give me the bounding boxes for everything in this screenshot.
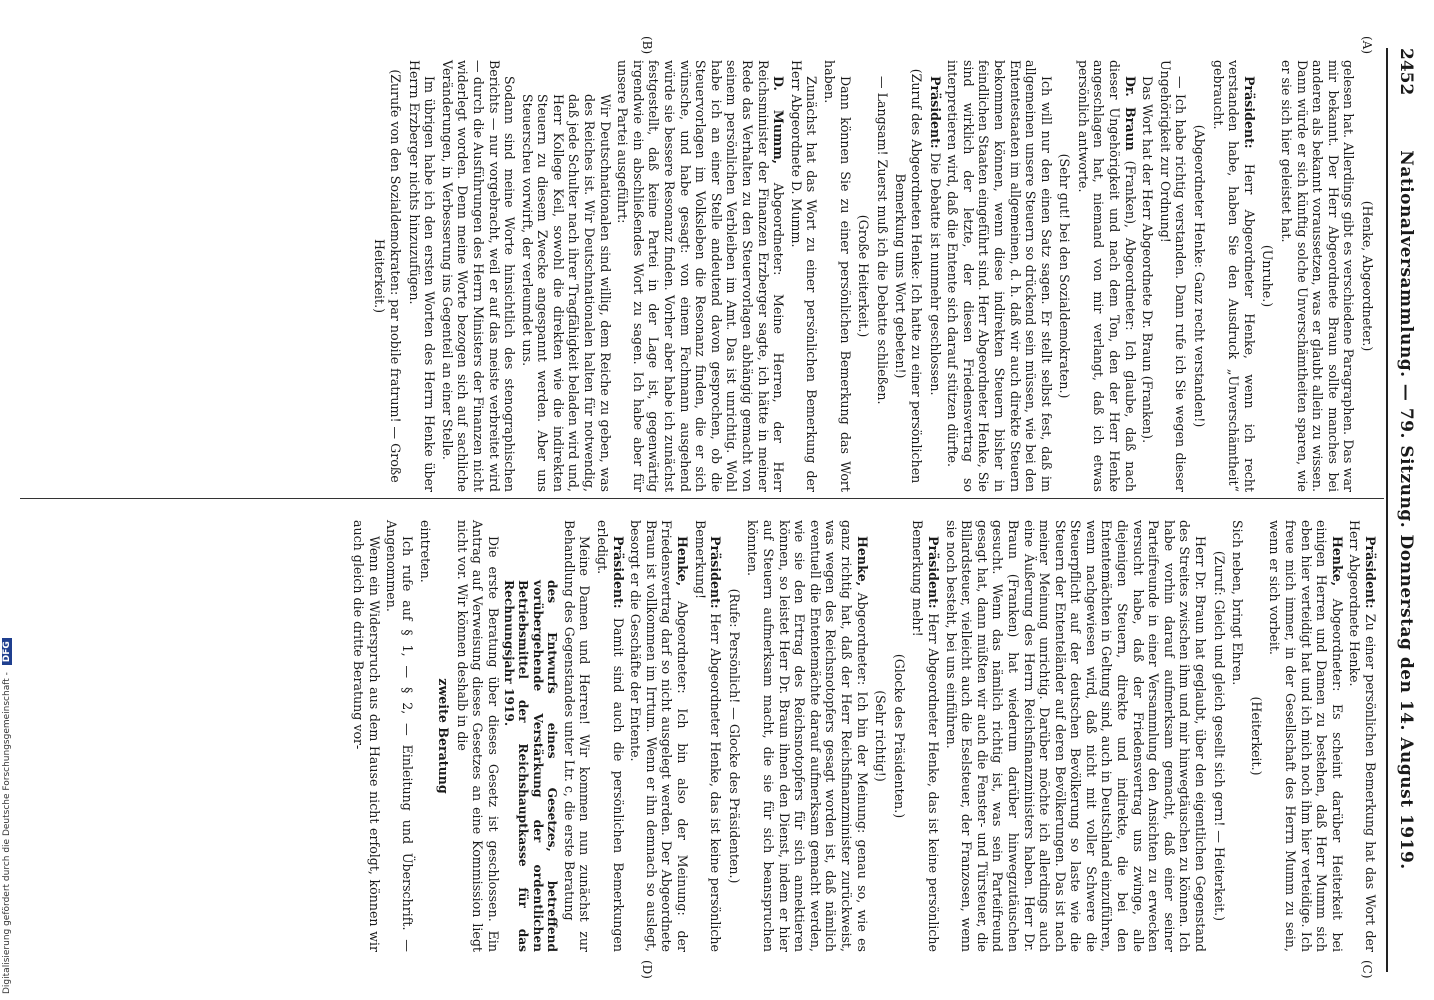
paragraph: Henke, Abgeordneter: Ich bin der Meinung: genau so, wie es ganz richtig hat, daß der Herr Reichsfinanzminister zurückweist, was wegen des Reichsnotopfers gesagt worden ist, daß nämlich eventuell die Ententemächte darauf aufmerksam gemacht werden, wie sie den Ertrag des Reichsnotopfers für sich annektieren können, so leistet Herr Dr. Braun ihnen den Dienst, indem er hier auf Steuern aufmerksam macht, die sie für sich beanspruchen könnten. [745, 520, 870, 952]
page-header [1392, 48, 1422, 972]
speaker-name: D. Mumm, [771, 76, 787, 165]
speaker-name: Präsident: [1363, 536, 1378, 609]
reaction: (Zurufe von den Sozialdemokraten: par nobile fratrum! — Große Heiterkeit.) [372, 69, 403, 483]
credit-strip [2, 0, 16, 1000]
bill-title: des Entwurfs eines Gesetzes, betreffend vorübergehende Verstärkung der ordentlichen Betriebsmittel der Reichshauptkasse für das Rechnungsjahr 1919. [501, 580, 560, 952]
paragraph: Meine Damen und Herren! Wir kommen nun zunächst zur Behandlung des Gegenstandes unter Ltr. c, die erste Beratung [561, 520, 593, 952]
margin-mark-c: (C) [1360, 960, 1374, 979]
paragraph: D. Mumm, Abgeordneter: Meine Herren, der Herr Reichsminister der Finanzen Erzberger sagte, ich hätte in meiner Rede das Verhalten zu den Steuervorlagen abhängig gemacht von seinem persönlichen Verbleiben im Amt. Das ist unrichtig. Wohl habe ich an einer Stelle andeutend davon gesprochen, ob die Steuervorlagen im Volksleben die Resonanz finden, die er sich wünsche, und habe gesagt: von einem Fachmann ausgehend würde sie bessere Resonanz finden. Vorher aber habe ich zunächst festgestellt, daß keine Partei in der Lage ist, gegenwärtig irgendwie ein abschließendes Wort zu sagen. Ich habe aber für unsere Partei ausgeführt: [615, 60, 787, 492]
margin-mark-d: (D) [640, 960, 654, 979]
paragraph: Das Wort hat der Herr Abgeordnete Dr. Braun (Franken). [1140, 76, 1156, 444]
paragraph: — Langsam! Zuerst muß ich die Debatte schließen. [874, 76, 890, 405]
page-title: Nationalversammlung. — 79. Sitzung. Donnerstag den 14. August 1919. [1396, 150, 1416, 870]
header-rule [1386, 48, 1388, 972]
paragraph: Präsident: Die Debatte ist nunmehr geschlossen. [927, 76, 943, 396]
paragraph: Wenn ein Widerspruch aus dem Hause nicht erfolgt, können wir auch gleich die dritte Beratung vor- [351, 520, 382, 952]
reaction: (Große Heiterkeit.) [856, 214, 872, 338]
speaker-name: Präsident: [925, 536, 941, 609]
paragraph: Die erste Beratung über dieses Gesetz ist geschlossen. Ein Antrag auf Verweisung dieses Gesetzes an eine Kommission liegt nicht vor. Wir können deshalb in die [454, 520, 501, 952]
paragraph: Präsident: Zu einer persönlichen Bemerkung hat das Wort der Herr Abgeordnete Henke. [1347, 520, 1378, 952]
speaker-name: Präsident: [708, 536, 724, 609]
speaker-name: Henke, [1329, 536, 1345, 587]
paragraph: eintreten. [417, 520, 433, 583]
reaction: (Sehr richtig!) [873, 690, 889, 782]
reaction: (Abgeordneter Henke: Ganz recht verstanden!) [1192, 124, 1208, 428]
margin-mark-b: (B) [640, 36, 654, 55]
paragraph: Präsident: Herr Abgeordneter Henke, das ist keine persönliche Bemerkung mehr! [910, 520, 941, 952]
paragraph: Dr. Braun (Franken), Abgeordneter: Ich glaube, daß nach dieser Ungehörigkeit und nach dem Ton, den der Herr Henke angeschlagen hat, niemand von mir verlangt, daß ich etwas persönlich antworte. [1075, 60, 1138, 492]
speaker-name: Präsident: [927, 76, 943, 149]
paragraph: Henke, Abgeordneter: Ich bin also der Meinung: der Friedensvertrag darf so nicht ausgelegt werden. Der Abgeordnete Braun ist vollkommen im Irrtum. Wenn er ihn demnach so auslegt, besorgt er die Geschäfte der Entente. [628, 520, 691, 952]
paragraph: Sich neben, bringt Ehren. [1230, 520, 1246, 686]
page-number: 2452 [1396, 48, 1416, 96]
speaker-name: Henke, [854, 536, 870, 587]
speaker-name: Präsident: [610, 536, 626, 609]
right-column [349, 520, 1378, 952]
quotation: Wir Deutschnationalen sind willig, dem Reiche zu geben, was des Reiches ist. Wir Deutschnationalen halten für notwendig, daß jede Schulter nach ihrer Tragfähigkeit beladen wird und, Herr Kollege Keil, sowohl die direkten wie die indirekten Steuern zu diesem Zwecke angespannt werden. Aber uns Steuerscheu vorwirft, der verleumdet uns. [519, 94, 613, 492]
reaction: (Zuruf: Gleich und gleich gesellt sich gern! — Heiterkeit.) [1211, 550, 1227, 922]
paragraph: Präsident: Herr Abgeordneter Henke, das ist keine persönliche Bemerkung! [692, 520, 724, 952]
reaction: (Zuruf des Abgeordneten Henke: Ich hatte zu einer persönlichen Bemerkung ums Wort gebeten!) [893, 68, 924, 484]
paragraph: Präsident: Damit sind auch die persönlichen Bemerkungen erledigt. [595, 520, 626, 953]
reaction: (Glocke des Präsidenten.) [891, 653, 907, 819]
reaction: (Heiterkeit.) [1248, 696, 1264, 776]
speaker-name: Dr. Braun [1122, 76, 1138, 151]
margin-mark-a: (A) [1360, 36, 1374, 55]
paragraph: Sodann sind meine Worte hinsichtlich des stenographischen Berichts — nur vorgebracht, weil er auf das meiste verbreitet wird — durch die Ausführungen des Herrn Ministers der Finanzen nicht widerlegt worden. Denn meine Worte bezogen sich auf sachliche Veränderungen, in Verbesserung ins Gegenteil an einer Stelle. [439, 60, 518, 492]
left-column [369, 60, 1378, 492]
dfg-logo: DFG [2, 638, 12, 665]
paragraph: Dann können Sie zu einer persönlichen Bemerkung das Wort haben. [822, 60, 853, 492]
speaker-name: Präsident: [1241, 76, 1257, 149]
speaker-name: Henke, [675, 536, 691, 587]
reaction: (Rufe: Persönlich! — Glocke des Präsidenten.) [726, 588, 742, 884]
paragraph: Präsident: Herr Abgeordneter Henke, wenn ich recht verstanden habe, haben Sie den Ausdruck „Unverschämtheit“ gebraucht. [1210, 60, 1257, 492]
paragraph: — Ich habe richtig verstanden. Dann rufe ich Sie wegen dieser Ungehörigkeit zur Ordnung! [1157, 60, 1189, 492]
paragraph: gelesen hat. Allerdings gibt es verschiedene Paragraphen. Das war mir bekannt. Der Herr Abgeordnete Braun sollte manches bei anderen als bekannt voraussetzen, was er glaubt allein zu wissen. Dann würde er sich künftig solche Unverschämtheiten sparen, wie er sie sich hier geleistet hat. [1279, 60, 1357, 492]
reaction: (Unruhe.) [1260, 244, 1276, 308]
paragraph: Im übrigen habe ich den ersten Worten des Herrn Henke über Herrn Erzberger nichts hinzuzufügen. [406, 60, 438, 492]
column-separator [20, 498, 1384, 499]
paragraph: Herr Dr. Braun hat geglaubt, über den eigentlichen Gegenstand des Streites zwischen ihm und mir hinwegtäuschen zu können. Ich habe vorhin darauf aufmerksam gemacht, daß einer seiner Parteifreunde in einer Versammlung den Ansichten zu erwecken versucht habe, daß der Friedensvertrag uns zwinge, alle diejenigen Steuern, direkte und indirekte, die bei den Ententemächten in Geltung sind, auch in Deutschland einzuführen, wenn nachgewiesen wird, daß nicht mit voller Schwere die Steuerpflicht auf der deutschen Bevölkerung so laste wie die Steuern der Ententeländer auf deren Bevölkerungen. Das ist nach meiner Meinung unrichtig. Darüber möchte ich allerdings auch eine Äußerung des Herrn Reichsfinanzministers haben. Herr Dr. Braun (Franken) hat wiederum darüber hinwegzutäuschen gesucht. Wenn das nämlich richtig ist, was sein Parteifreund gesagt hat, dann müßten wir auch die Fenster- und Türsteuer, die Billardsteuer, vielleicht auch die Eselsteuer, der Franzosen, wenn sie noch besteht, bei uns einführen. [943, 520, 1209, 952]
paragraph: Ich will nur den einen Satz sagen. Er stellt selbst fest, daß im allgemeinen unsere Steuern so drückend sein müssen, wie bei den Ententestaaten im allgemeinen, d. h. daß wir auch direkte Steuern bekommen können, wenn diese indirekten Steuern bisher in feindlichen Staaten eingeführt sind. Herr Abgeordneter Henke, Sie sind wirklich der letzte, der diesen Friedensvertrag so interpretieren wird, daß die Entente sich darauf stützen dürfte. [945, 60, 1054, 492]
reaction: (Sehr gut! bei den Sozialdemokraten.) [1057, 153, 1073, 399]
paragraph: Henke, Abgeordneter: Es scheint darüber Heiterkeit bei einigen Herren und Damen zu bestehen, daß Herr Mumm sich eben hier verteidigt hat und ich mich noch ihm hier verteidige. Ich freue mich immer, in der Gesellschaft des Herrn Mumm zu sein, wenn er sich vorbeit. [1267, 520, 1345, 952]
section-heading: zweite Beratung [436, 678, 452, 794]
paragraph: Ich rufe auf § 1, — § 2, — Einleitung und Überschrift. — Angenommen. [384, 520, 415, 952]
speaker-running-head: (Henke, Abgeordneter.) [1360, 200, 1375, 352]
credit-text: Digitalisierung gefördert durch die Deutsche Forschungsgemeinschaft - [2, 672, 12, 994]
paragraph: Zunächst hat das Wort zu einer persönlichen Bemerkung der Herr Abgeordnete D. Mumm. [788, 60, 820, 492]
